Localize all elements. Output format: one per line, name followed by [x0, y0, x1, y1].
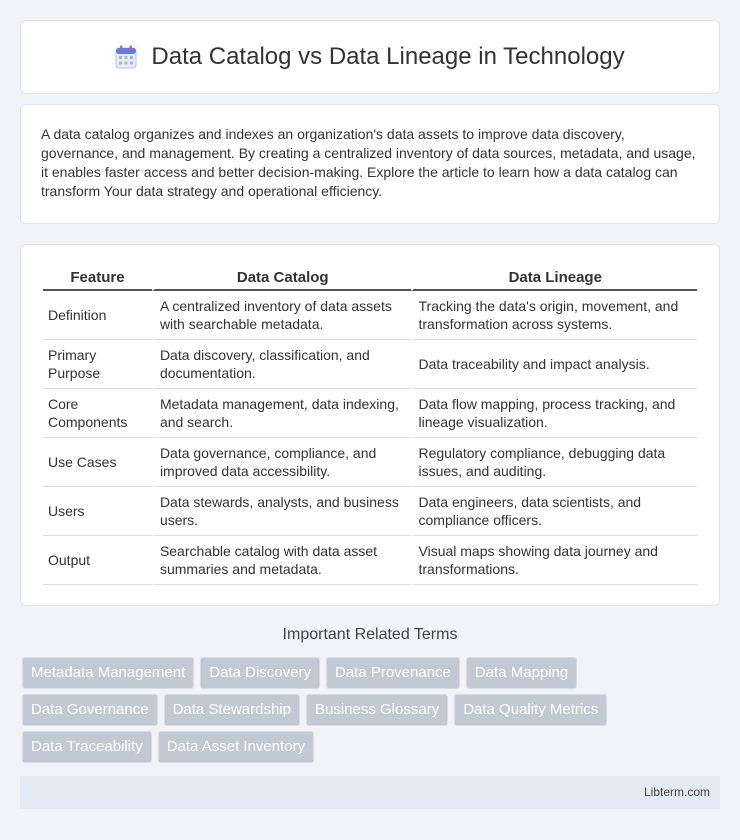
row-feature: Definition: [43, 291, 152, 340]
row-lineage: Tracking the data's origin, movement, and transformation across systems.: [411, 291, 698, 340]
footer: [20, 776, 720, 809]
comparison-table: [43, 265, 697, 585]
row-catalog: Metadata management, data indexing, and search.: [152, 389, 411, 438]
footer-site-link[interactable]: Libterm.com: [643, 785, 710, 799]
row-catalog: Searchable catalog with data asset summaries and metadata.: [152, 536, 411, 585]
row-catalog: Data discovery, classification, and documentation.: [152, 340, 411, 389]
comparison-card: [20, 244, 720, 606]
intro-text: A data catalog organizes and indexes an organization's data assets to improve data discovery, governance, and management. By creating a centralized inventory of data sources, metadata, and usage, it enables faster access and better decision-making. Explore the article to learn how a data catalog can transform Your data strategy and operational efficiency.: [41, 126, 696, 199]
table-row: [43, 536, 697, 585]
row-lineage: Data flow mapping, process tracking, and lineage visualization.: [411, 389, 698, 438]
table-row: [43, 438, 697, 487]
term-tag[interactable]: Data Provenance: [326, 657, 460, 689]
row-lineage: Data engineers, data scientists, and compliance officers.: [411, 487, 698, 536]
term-tag[interactable]: Data Traceability: [22, 731, 152, 763]
term-tag[interactable]: Data Asset Inventory: [158, 731, 314, 763]
page-title: Data Catalog vs Data Lineage in Technology: [151, 43, 625, 70]
row-feature: Core Components: [43, 389, 152, 438]
row-feature: Use Cases: [43, 438, 152, 487]
term-tag[interactable]: Business Glossary: [306, 694, 448, 726]
row-feature: Users: [43, 487, 152, 536]
calendar-icon: [115, 45, 137, 69]
header-feature: Feature: [43, 265, 152, 291]
term-tag[interactable]: Data Discovery: [200, 657, 320, 689]
row-lineage: Visual maps showing data journey and transformations.: [411, 536, 698, 585]
row-catalog: Data governance, compliance, and improved data accessibility.: [152, 438, 411, 487]
row-catalog: A centralized inventory of data assets with searchable metadata.: [152, 291, 411, 340]
related-terms-list: [22, 657, 722, 768]
term-tag[interactable]: Data Governance: [22, 694, 158, 726]
row-lineage: Data traceability and impact analysis.: [411, 340, 698, 389]
term-tag[interactable]: Data Stewardship: [164, 694, 300, 726]
header-data-lineage: Data Lineage: [411, 265, 698, 291]
table-row: [43, 291, 697, 340]
row-feature: Primary Purpose: [43, 340, 152, 389]
row-catalog: Data stewards, analysts, and business users.: [152, 487, 411, 536]
term-tag[interactable]: Metadata Management: [22, 657, 194, 689]
term-tag[interactable]: Data Quality Metrics: [454, 694, 607, 726]
row-feature: Output: [43, 536, 152, 585]
title-card: [20, 20, 720, 94]
intro-card: [20, 104, 720, 224]
row-lineage: Regulatory compliance, debugging data issues, and auditing.: [411, 438, 698, 487]
table-row: [43, 389, 697, 438]
header-data-catalog: Data Catalog: [152, 265, 411, 291]
table-row: [43, 487, 697, 536]
term-tag[interactable]: Data Mapping: [466, 657, 577, 689]
table-header-row: [43, 265, 697, 291]
related-terms-title: Important Related Terms: [282, 626, 458, 643]
table-row: [43, 340, 697, 389]
